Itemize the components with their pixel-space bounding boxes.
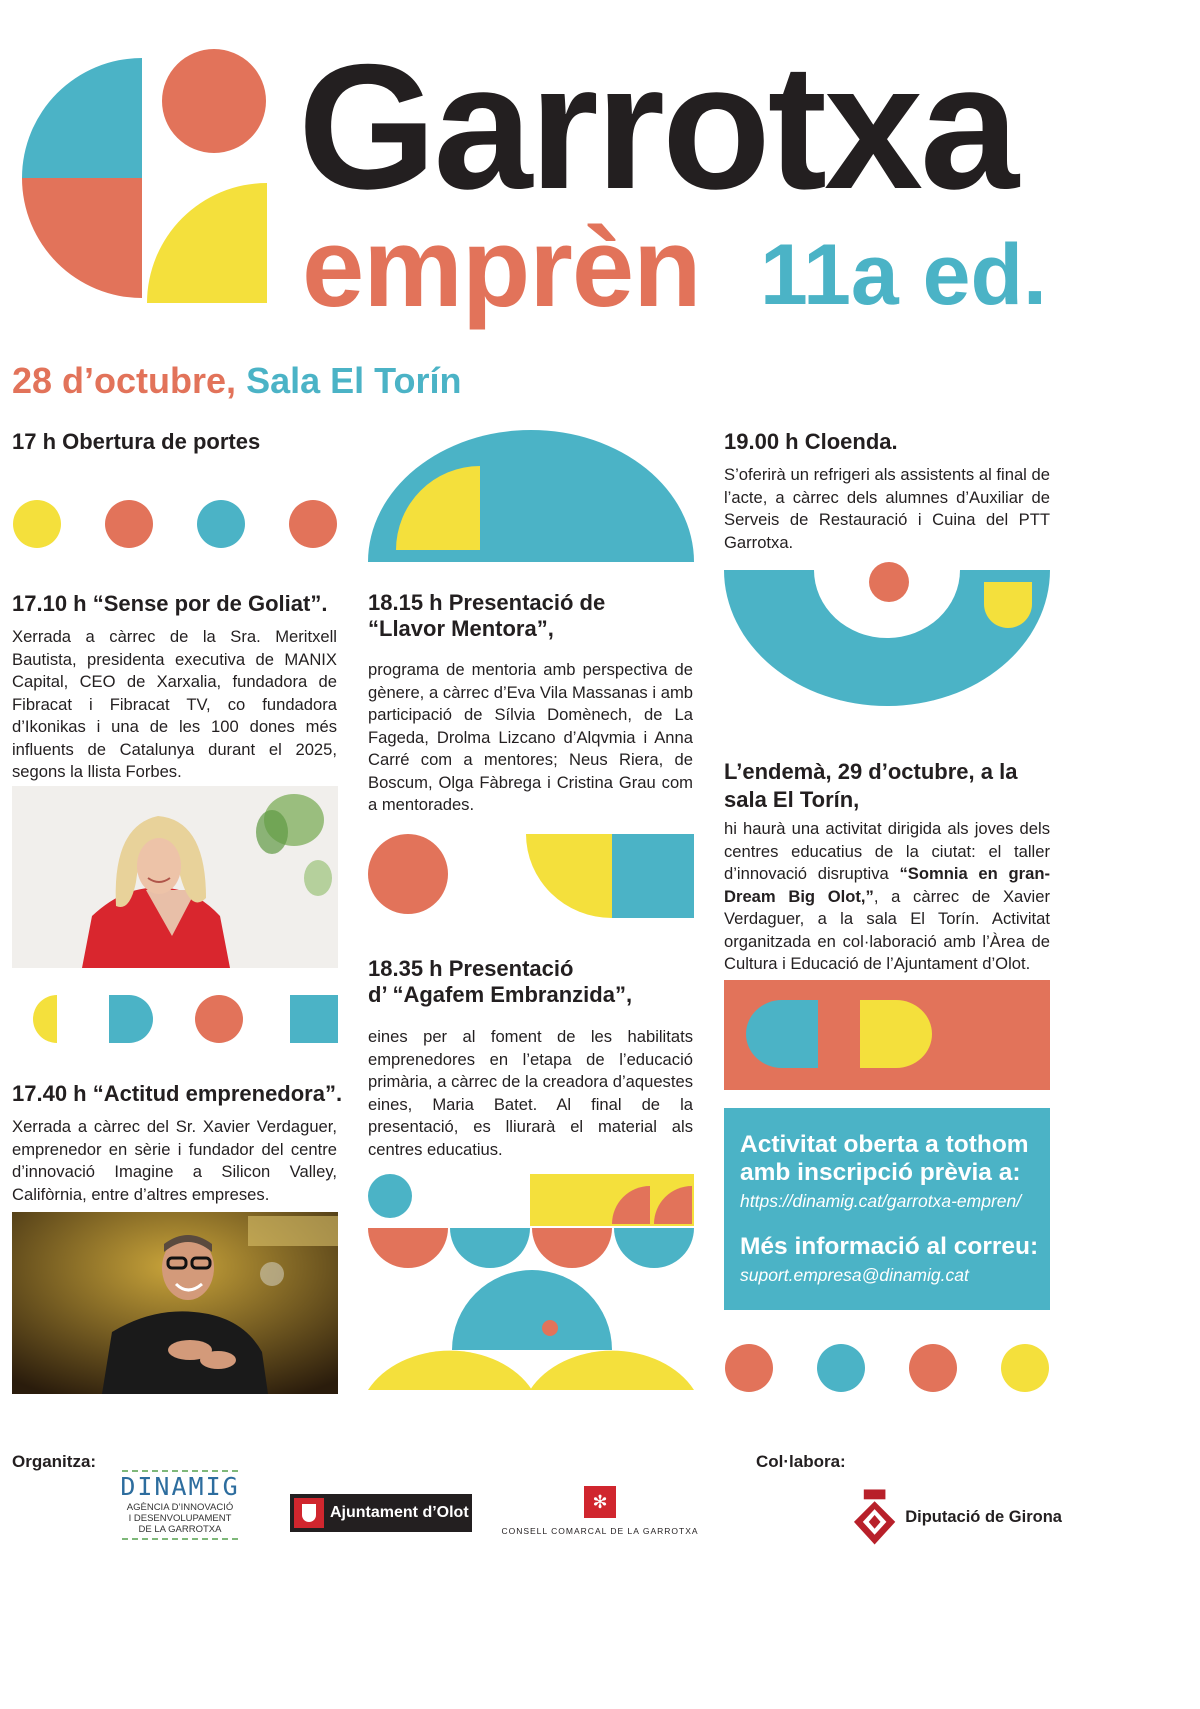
pres2-description: eines per al foment de les habilitats emprenedores en l’etapa de l’educació primària, a càrrec de la creadora d’aquestes eines, Maria Batet. Al final de la presentació, es lliurarà el material als centres educatius. [368, 1027, 693, 1159]
contact-email-link[interactable]: suport.empresa@dinamig.cat [740, 1265, 969, 1285]
talk1-description: Xerrada a càrrec de la Sra. Meritxell Bautista, presidenta executiva de MANIX Capital, CEO de Xarxalia, fundadora de Fibracat i Fibracat TV, co fundadora d’Ikonikas i una de les 100 dones més influents de Catalunya durant el 2025, segons la llista Forbes. [12, 627, 337, 781]
event-date: 28 d’octubre, [12, 360, 237, 401]
next-day-heading-line1: L’endemà, 29 d’octubre, a la [724, 759, 1018, 784]
closing-heading: 19.00 h Cloenda. [724, 429, 898, 454]
girona-crest-icon [852, 1487, 897, 1547]
event-title: Garrotxa [298, 27, 1016, 226]
shapes-row-decoration [12, 993, 338, 1045]
talk1-heading: 17.10 h “Sense por de Goliat”. [12, 591, 328, 616]
event-subtitle: emprèn [302, 205, 701, 330]
orange-banner-decoration [724, 980, 1050, 1090]
open-activity-line2: amb inscripció prèvia a: [740, 1159, 1021, 1186]
organizer-label: Organitza: [12, 1452, 97, 1471]
ajuntament-olot-logo [290, 1494, 472, 1532]
dinamig-logo [118, 1470, 242, 1560]
event-venue: Sala El Torín [246, 360, 462, 401]
edition-label: 11a ed. [760, 227, 1047, 323]
olot-name: Ajuntament d’Olot [330, 1504, 469, 1521]
closing-description: S’oferirà un refrigeri als assistents al final de l’acte, a càrrec dels alumnes d’Auxiliar de Serveis de Restauració i Cuina del PTT Garrotxa. [724, 465, 1050, 552]
arch-decoration [724, 560, 1050, 706]
pres2-heading-line1: 18.35 h Presentació [368, 956, 574, 981]
date-venue-line [12, 360, 461, 402]
opening-heading: 17 h Obertura de portes [12, 429, 261, 454]
dinamig-subtitle-2: I DESENVOLUPAMENT [128, 1513, 232, 1524]
consell-comarcal-logo [498, 1486, 702, 1540]
dots-row-decoration [12, 498, 338, 550]
girona-name: Diputació de Girona [905, 1507, 1062, 1526]
more-info-label: Més informació al correu: [740, 1233, 1039, 1260]
registration-info-box [724, 1108, 1050, 1310]
circle-and-squares-decoration [368, 832, 694, 920]
pres1-heading-line1: 18.15 h Presentació de [368, 590, 606, 615]
dinamig-wordmark: DINAMIG [120, 1472, 240, 1501]
consell-name: CONSELL COMARCAL DE LA GARROTXA [501, 1526, 699, 1536]
dinamig-subtitle-1: AGÈNCIA D’INNOVACIÓ [126, 1502, 234, 1513]
garrotxa-emprn-logo-icon [12, 48, 272, 306]
collaborator-label: Col·labora: [756, 1452, 846, 1471]
open-activity-line1: Activitat oberta a tothom [740, 1131, 1029, 1158]
registration-link[interactable]: https://dinamig.cat/garrotxa-empren/ [740, 1191, 1022, 1211]
talk2-heading: 17.40 h “Actitud emprenedora”. [12, 1081, 343, 1106]
next-day-text-b: , a càrrec de Xavier Verdaguer, a la sala El Torín. Activitat organitzada en col·laboració amb l’Àrea de Cultura i Educació de l’Ajuntament d’Olot. [724, 886, 1050, 973]
next-day-heading [724, 758, 1017, 814]
speaker-photo-xavier [12, 1212, 338, 1394]
pres2-heading [368, 956, 632, 1008]
pres1-heading [368, 590, 605, 642]
next-day-heading-line2: sala El Torín, [724, 787, 860, 812]
next-day-description [724, 818, 1050, 976]
consell-emblem-icon: ✻ [584, 1486, 616, 1518]
dinamig-subtitle-3: DE LA GARROTXA [138, 1524, 222, 1535]
half-circle-decoration [368, 430, 694, 590]
talk2-description: Xerrada a càrrec del Sr. Xavier Verdaguer, emprenedor en sèrie i fundador del centre d’innovació Imagine a Silicon Valley, Califòrnia, entre d’altres empreses. [12, 1117, 337, 1204]
pres1-heading-line2: “Llavor Mentora”, [368, 616, 554, 641]
speaker-photo-meritxell [12, 786, 338, 968]
next-day-text-a: hi haurà una activitat dirigida als joves dels centres educatius de la ciutat: el taller d’innovació disruptiva [724, 819, 1050, 883]
diputacio-girona-logo [852, 1484, 1062, 1550]
workshop-name: “Somnia en gran- Dream Big Olot,” [724, 864, 1050, 906]
shapes-collage-decoration [368, 1172, 694, 1398]
olot-shield-icon [294, 1498, 324, 1528]
pres2-heading-line2: d’ “Agafem Embranzida”, [368, 982, 633, 1007]
dots-row-decoration-right [724, 1342, 1050, 1394]
pres1-description: programa de mentoria amb perspectiva de gènere, a càrrec d’Eva Vila Massanas i amb participació de Sílvia Domènech, de La Fageda, Drolma Lizcano d’Alqvmia i Anna Carré com a mentores; Neus Riera, de Boscum, Olga Fàbrega i Cristina Grau com a mentorades. [368, 660, 693, 814]
